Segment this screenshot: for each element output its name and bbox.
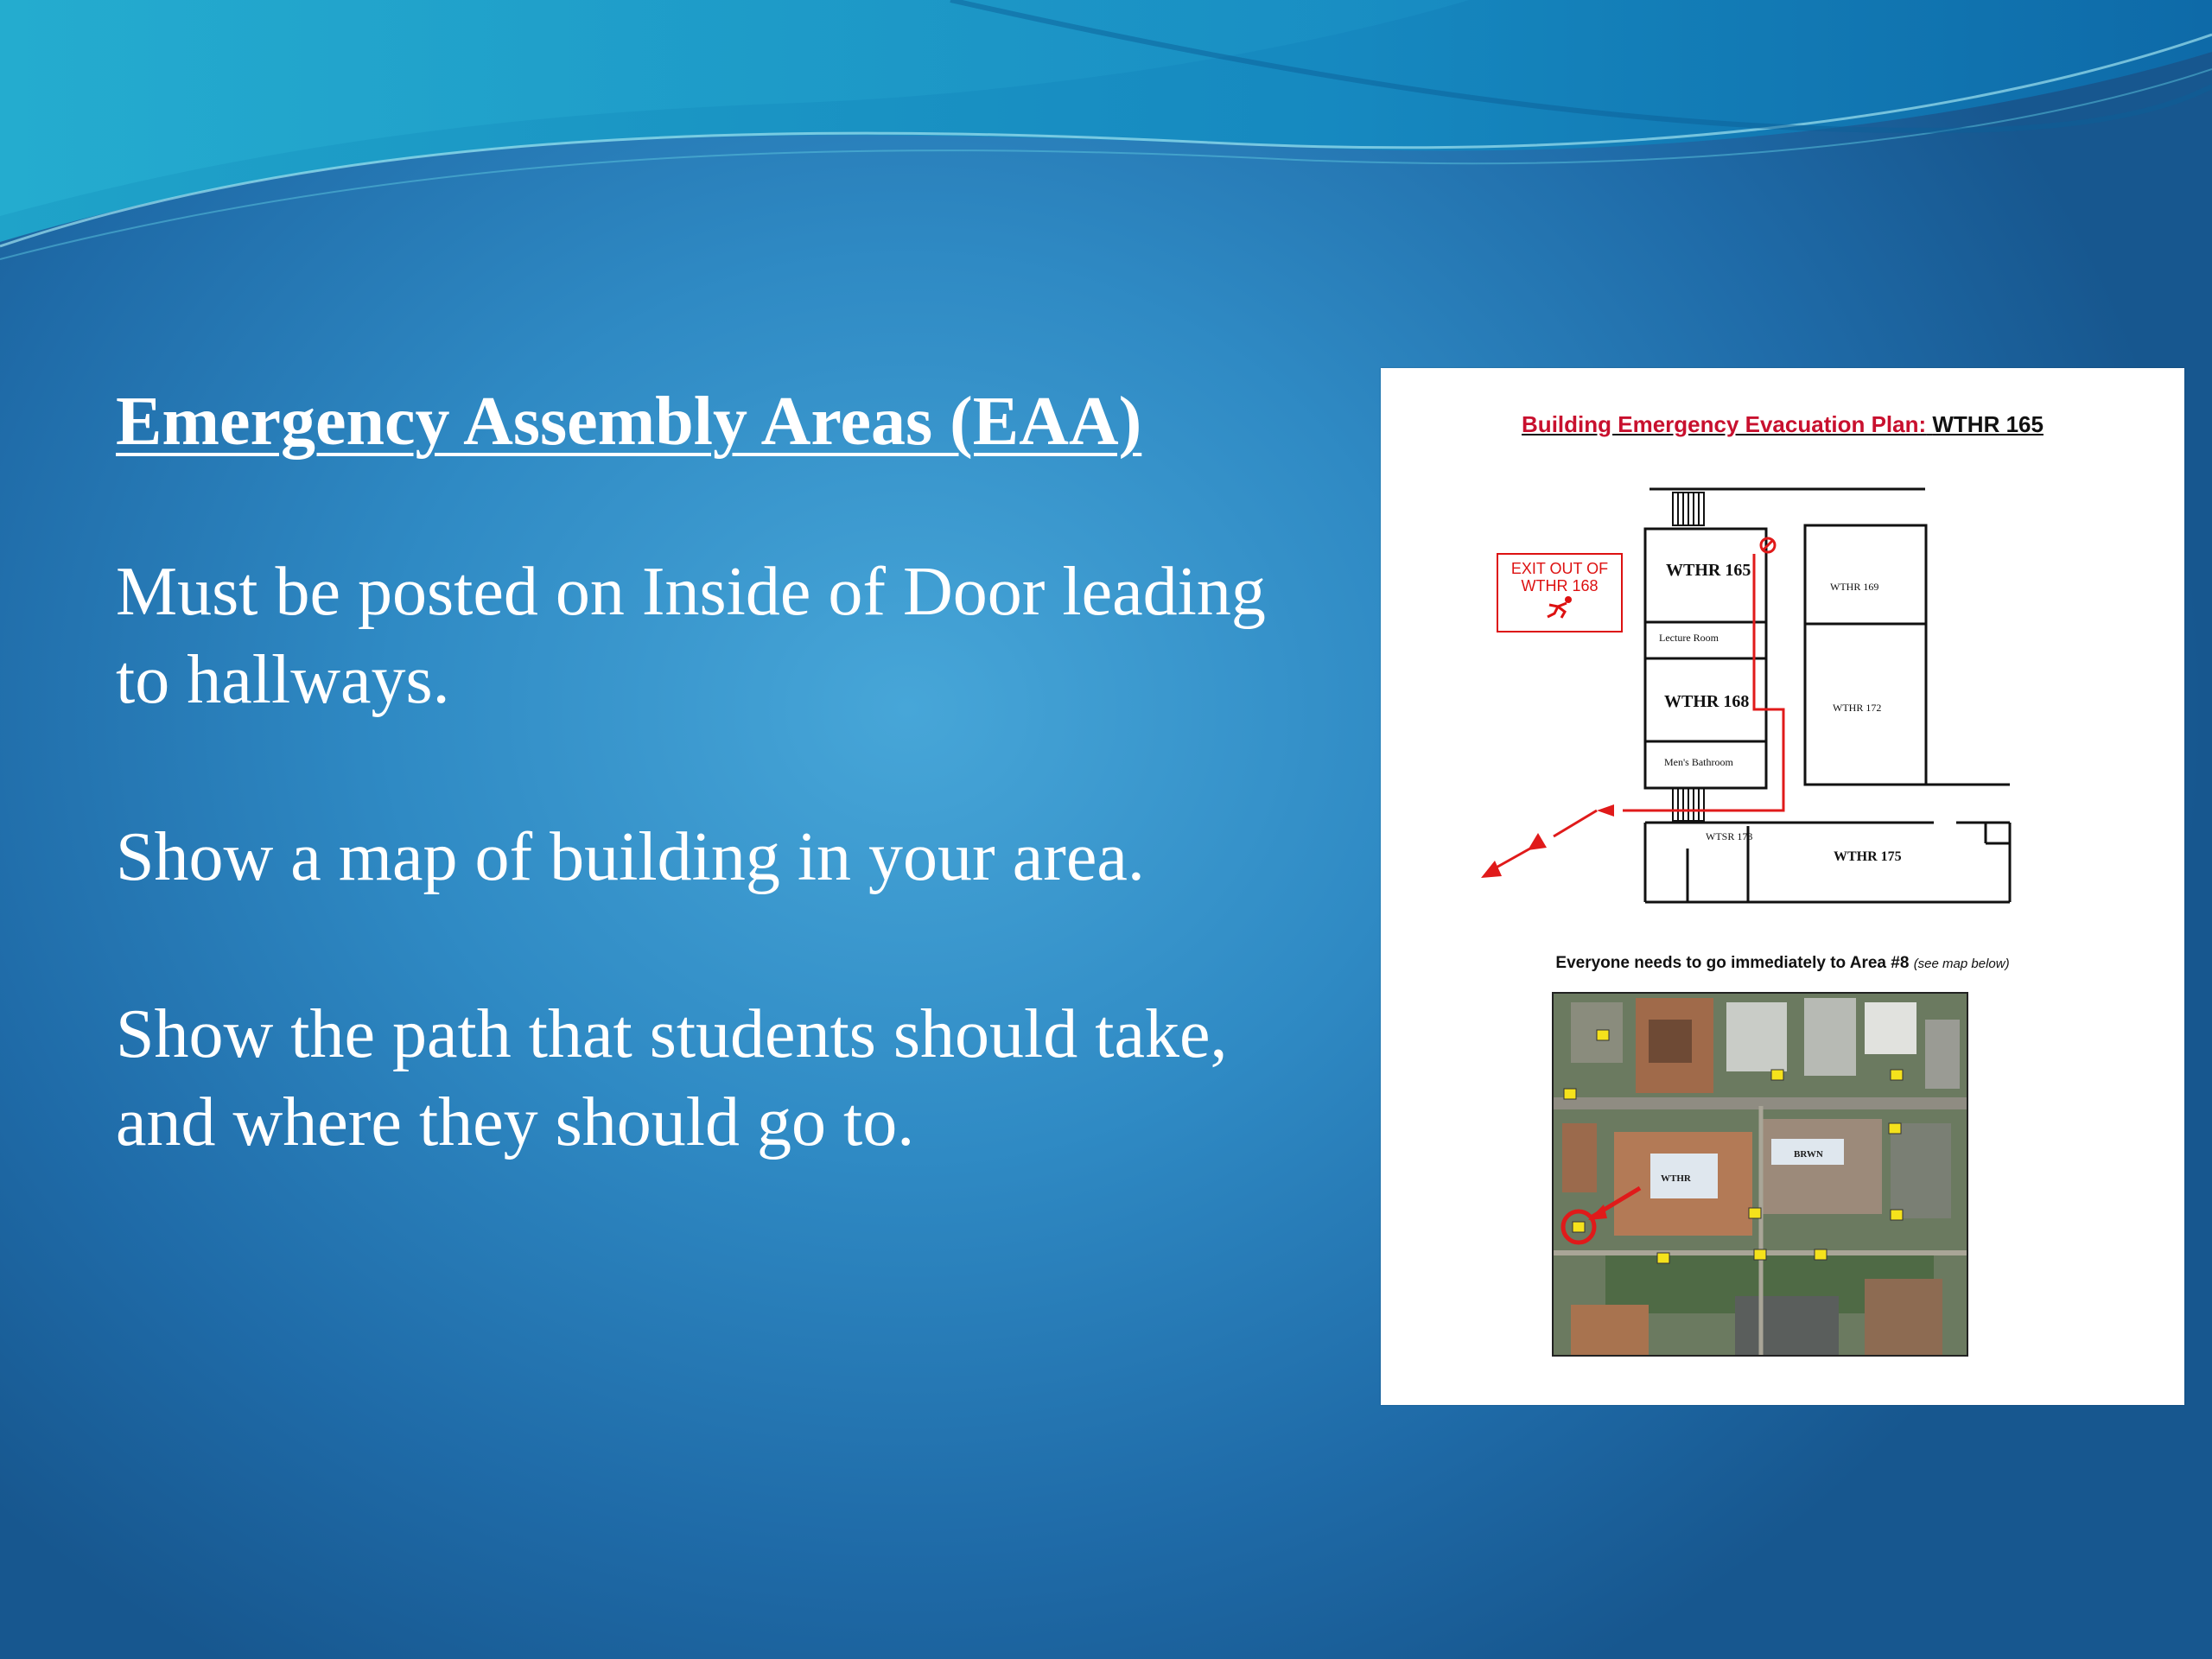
paragraph-path: Show the path that students should take, and where they should go to. — [116, 996, 1228, 1160]
room-label-wthr-175: WTHR 175 — [1834, 849, 1902, 864]
campus-aerial-map — [1552, 992, 1968, 1357]
assembly-instruction-text: Everyone needs to go immediately to Area #8 — [1555, 954, 1910, 972]
room-label-mens-bathroom: Men's Bathroom — [1664, 756, 1733, 768]
exit-sign — [1497, 553, 1623, 632]
room-label-wthr-172: WTHR 172 — [1833, 702, 1882, 714]
exit-sign-line-1: EXIT OUT OF — [1510, 560, 1609, 577]
evacuation-plan-document — [1381, 368, 2184, 1405]
map-label-wthr: WTHR — [1661, 1173, 1691, 1184]
room-label-wthr-168: WTHR 168 — [1664, 692, 1750, 711]
no-entry-icon — [1761, 538, 1775, 552]
paragraph-posting: Must be posted on Inside of Door leading to hallways. — [116, 554, 1266, 718]
slide-title: Emergency Assembly Areas (EAA) — [116, 384, 1142, 460]
assembly-instruction-note: (see map below) — [1913, 957, 2010, 971]
exit-sign-line-2: WTHR 168 — [1521, 577, 1599, 594]
evacuation-plan-title-prefix: Building Emergency Evacuation Plan: — [1522, 411, 1927, 437]
evacuation-plan-title-room: WTHR 165 — [1932, 411, 2044, 437]
room-label-wthr-165: WTHR 165 — [1666, 561, 1751, 580]
slide-content — [116, 380, 1325, 1166]
header-wave-decoration — [0, 0, 2212, 276]
map-label-brwn: BRWN — [1794, 1149, 1823, 1160]
running-person-icon — [1542, 594, 1577, 619]
assembly-instruction — [1381, 954, 2184, 973]
room-label-wthr-169: WTHR 169 — [1830, 581, 1879, 593]
paragraph-map: Show a map of building in your area. — [116, 819, 1145, 895]
room-label-wtsr-173: WTSR 173 — [1706, 830, 1753, 842]
room-label-lecture-room: Lecture Room — [1659, 632, 1719, 644]
